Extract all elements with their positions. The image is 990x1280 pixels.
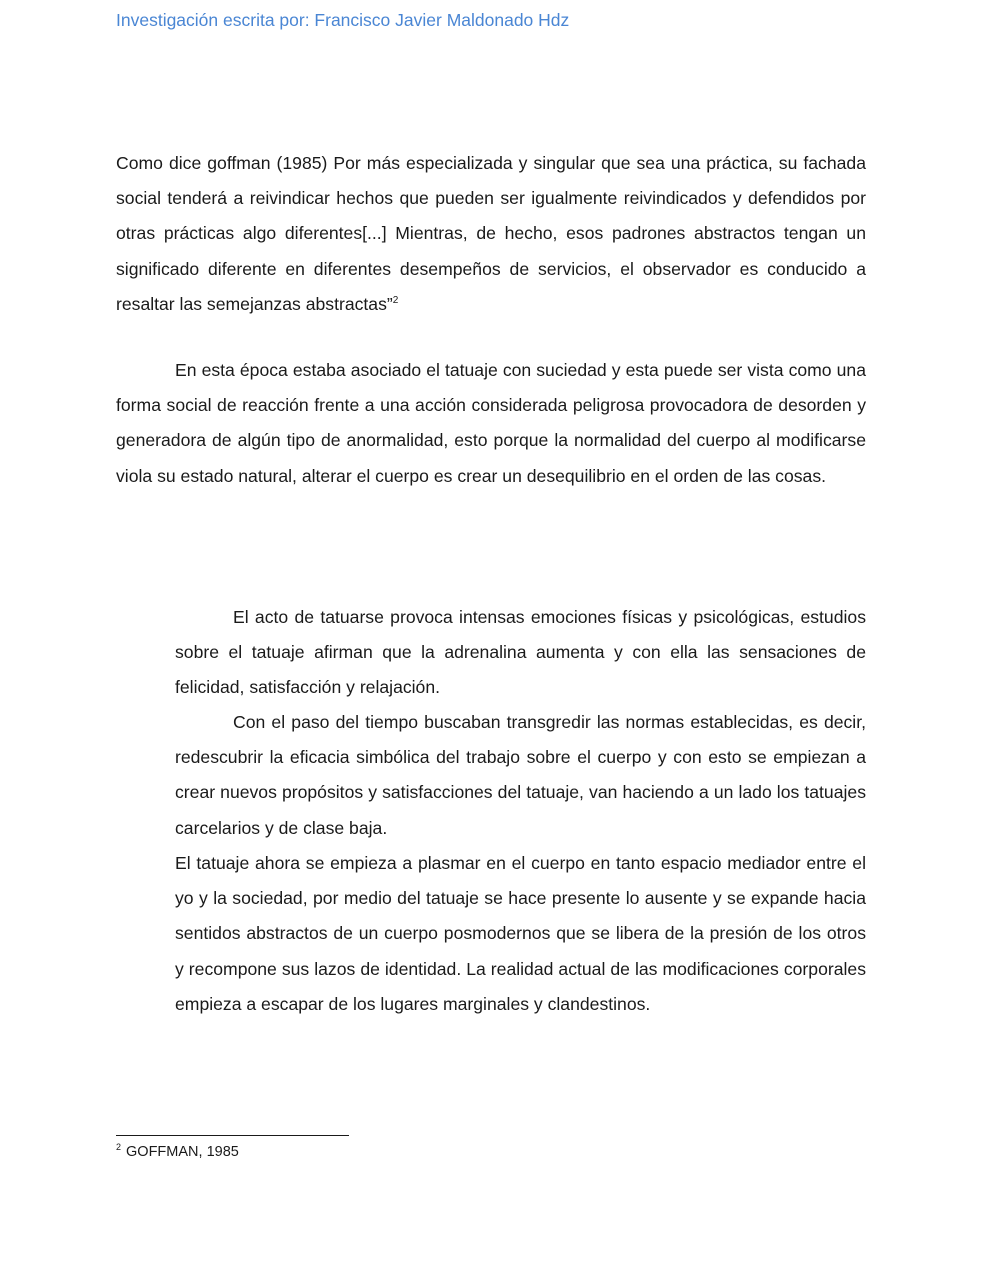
footnote-separator <box>116 1135 349 1136</box>
page-header: Investigación escrita por: Francisco Javier Maldonado Hdz <box>116 10 570 30</box>
paragraph-transgredir: Con el paso del tiempo buscaban transgredir las normas establecidas, es decir, redescubrir la eficacia simbólica del trabajo sobre el cuerpo y con esto se empiezan a crear nuevos propósitos y satisfacciones del tatuaje, van haciendo a un lado los tatuajes carcelarios y de clase baja. <box>175 712 866 838</box>
paragraph-espacio-mediador: El tatuaje ahora se empieza a plasmar en el cuerpo en tanto espacio mediador entre el yo y la sociedad, por medio del tatuaje se hace presente lo ausente y se expande hacia sentidos abstractos de un cuerpo posmodernos que se libera de la presión de los otros y recompone sus lazos de identidad. La realidad actual de las modificaciones corporales empieza a escapar de los lugares marginales y clandestinos. <box>175 853 866 1014</box>
paragraph-goffman-quote <box>116 146 866 322</box>
paragraph-text: Como dice goffman (1985) Por más especializada y singular que sea una práctica, su fachada social tenderá a reivindicar hechos que pueden ser igualmente reivindicados y defendidos por otras prácticas algo diferentes[...] Mientras, de hecho, esos padrones abstractos tengan un significado diferente en diferentes desempeños de servicios, el observador es conducido a resaltar las semejanzas abstractas” <box>116 153 866 314</box>
paragraph-emociones: El acto de tatuarse provoca intensas emociones físicas y psicológicas, estudios sobre el tatuaje afirman que la adrenalina aumenta y con ella las sensaciones de felicidad, satisfacción y relajación. <box>175 607 866 698</box>
footnote <box>116 1144 239 1160</box>
paragraph-suciedad: En esta época estaba asociado el tatuaje con suciedad y esta puede ser vista como una forma social de reacción frente a una acción considerada peligrosa provocadora de desorden y generadora de algún tipo de anormalidad, esto porque la normalidad del cuerpo al modificarse viola su estado natural, alterar el cuerpo es crear un desequilibrio en el orden de las cosas. <box>116 360 866 486</box>
footnote-text: GOFFMAN, 1985 <box>126 1144 239 1160</box>
footnote-number: 2 <box>116 1142 122 1153</box>
footnote-reference[interactable]: 2 <box>392 294 399 306</box>
